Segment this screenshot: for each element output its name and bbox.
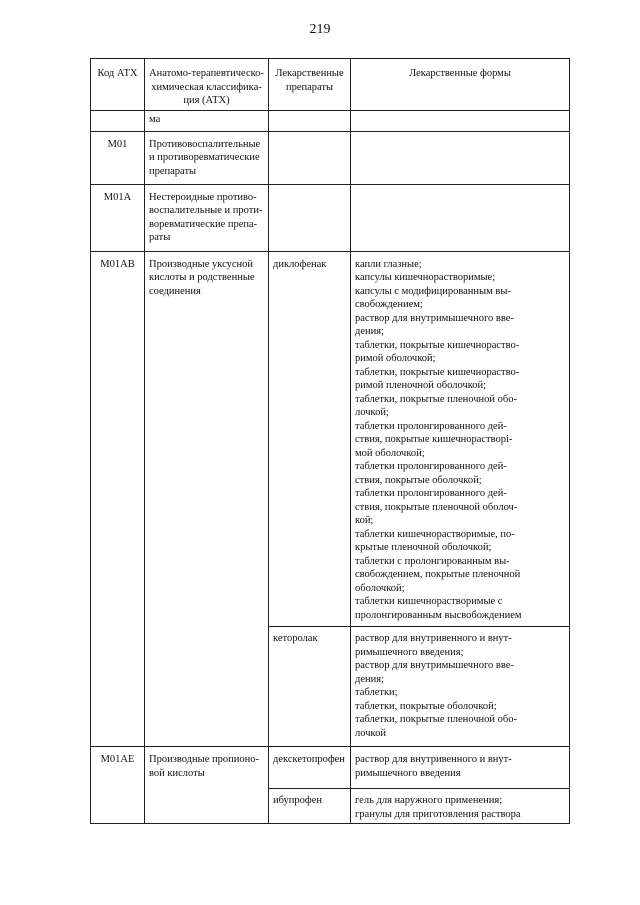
dosage-form-line: таблетки кишечнорастворимые, по- bbox=[355, 528, 515, 540]
cell-classification-m01a: Нестероидные противо-воспалительные и проти-воревматические препа-раты bbox=[145, 184, 269, 251]
cell-classification-m01ae: Производные пропионо-вой кислоты bbox=[145, 747, 269, 824]
cell-drugs-empty bbox=[269, 184, 351, 251]
dosage-form-line: таблетки; bbox=[355, 687, 398, 698]
page-number: 219 bbox=[309, 22, 331, 37]
cell-drug-dexketoprofen: декскетопрофен bbox=[269, 747, 351, 789]
dosage-form-line: свобождением; bbox=[355, 299, 423, 310]
dosage-form-line: таблетки, покрытые пленочной обо- bbox=[355, 393, 517, 405]
atx-table bbox=[90, 58, 570, 824]
dosage-form-line: таблетки пролонгированного дей- bbox=[355, 488, 507, 499]
dosage-form-line: оболочкой; bbox=[355, 582, 405, 594]
dosage-form-line: дения; bbox=[355, 326, 384, 337]
dosage-form-line: таблетки, покрытые оболочкой; bbox=[355, 700, 497, 712]
dosage-form-line: ствия, покрытые оболочкой; bbox=[355, 474, 482, 486]
table-row bbox=[91, 110, 570, 131]
cell-code-m01: М01 bbox=[91, 131, 145, 184]
cell-forms-diclofenac bbox=[351, 251, 570, 627]
dosage-form-line: таблетки, покрытые кишечнораство- bbox=[355, 366, 520, 378]
dosage-form-line: лочкой; bbox=[355, 407, 389, 418]
dosage-form-line: капсулы кишечнорастворимые; bbox=[355, 272, 496, 283]
dosage-form-line: таблетки пролонгированного дей- bbox=[355, 461, 507, 472]
table-header-row bbox=[91, 59, 570, 111]
dosage-form-line: таблетки с пролонгированным вы- bbox=[355, 555, 510, 567]
dosage-form-line: таблетки, покрытые кишечнораство- bbox=[355, 339, 520, 351]
cell-classification-m01: Противовоспалительные и противоревматические препараты bbox=[145, 131, 269, 184]
table-row bbox=[91, 131, 570, 184]
cell-drug-diclofenac: диклофенак bbox=[269, 251, 351, 627]
dosage-form-line: мой оболочкой; bbox=[355, 447, 425, 459]
cell-code-empty bbox=[91, 110, 145, 131]
header-code: Код АТХ bbox=[91, 59, 145, 111]
cell-drugs-empty bbox=[269, 131, 351, 184]
cell-classification-cont: ма bbox=[145, 110, 269, 131]
table-row bbox=[91, 251, 570, 627]
dosage-form-line: дения; bbox=[355, 673, 384, 685]
dosage-form-line: капли глазные; bbox=[355, 258, 422, 270]
cell-classification-m01ab: Производные уксусной кислоты и родственные соединения bbox=[145, 251, 269, 747]
dosage-form-line: раствор для внутривенного и внут- bbox=[355, 633, 512, 644]
cell-drug-ibuprofen: ибупрофен bbox=[269, 789, 351, 824]
dosage-form-line: гранулы для приготовления раствора bbox=[355, 808, 521, 820]
dosage-form-line: таблетки пролонгированного дей- bbox=[355, 420, 507, 432]
cell-forms-ketorolac bbox=[351, 627, 570, 747]
cell-code-m01a: М01А bbox=[91, 184, 145, 251]
cell-drugs-empty bbox=[269, 110, 351, 131]
dosage-form-line: лочкой bbox=[355, 727, 386, 739]
dosage-form-line: свобождением, покрытые пленочной bbox=[355, 569, 521, 580]
dosage-form-line: пролонгированным высвобождением bbox=[355, 609, 522, 621]
cell-drug-ketorolac: кеторолак bbox=[269, 627, 351, 747]
cell-forms-empty bbox=[351, 110, 570, 131]
dosage-form-line: раствор для внутримышечного вве- bbox=[355, 660, 514, 671]
cell-forms-ibuprofen bbox=[351, 789, 570, 824]
dosage-form-line: раствор для внутримышечного вве- bbox=[355, 312, 514, 324]
dosage-form-line: капсулы с модифицированным вы- bbox=[355, 285, 511, 297]
dosage-form-line: крытые пленочной оболочкой; bbox=[355, 542, 492, 553]
table-row bbox=[91, 747, 570, 789]
cell-forms-empty bbox=[351, 184, 570, 251]
header-drugs: Лекарственные препараты bbox=[269, 59, 351, 111]
dosage-form-line: римой пленочной оболочкой; bbox=[355, 380, 487, 391]
cell-code-m01ab: М01АВ bbox=[91, 251, 145, 747]
table-row bbox=[91, 184, 570, 251]
header-classification: Анатомо-терапевтическо-химическая классифика-ция (АТХ) bbox=[145, 59, 269, 111]
dosage-form-line: таблетки, покрытые пленочной обо- bbox=[355, 714, 517, 725]
dosage-form-line: римышечного введения bbox=[355, 767, 461, 779]
dosage-form-line: ствия, покрытые пленочной оболоч- bbox=[355, 501, 518, 513]
dosage-form-line: таблетки кишечнорастворимые с bbox=[355, 596, 503, 607]
dosage-form-line: раствор для внутривенного и внут- bbox=[355, 754, 512, 765]
cell-code-m01ae: М01АЕ bbox=[91, 747, 145, 824]
dosage-form-line: кой; bbox=[355, 515, 374, 526]
header-forms: Лекарственные формы bbox=[351, 59, 570, 111]
dosage-form-line: римышечного введения; bbox=[355, 646, 464, 658]
dosage-form-line: ствия, покрытые кишечнорастворі- bbox=[355, 434, 513, 445]
cell-forms-empty bbox=[351, 131, 570, 184]
cell-forms-dexketoprofen bbox=[351, 747, 570, 789]
dosage-form-line: римой оболочкой; bbox=[355, 353, 436, 364]
dosage-form-line: гель для наружного применения; bbox=[355, 795, 503, 806]
